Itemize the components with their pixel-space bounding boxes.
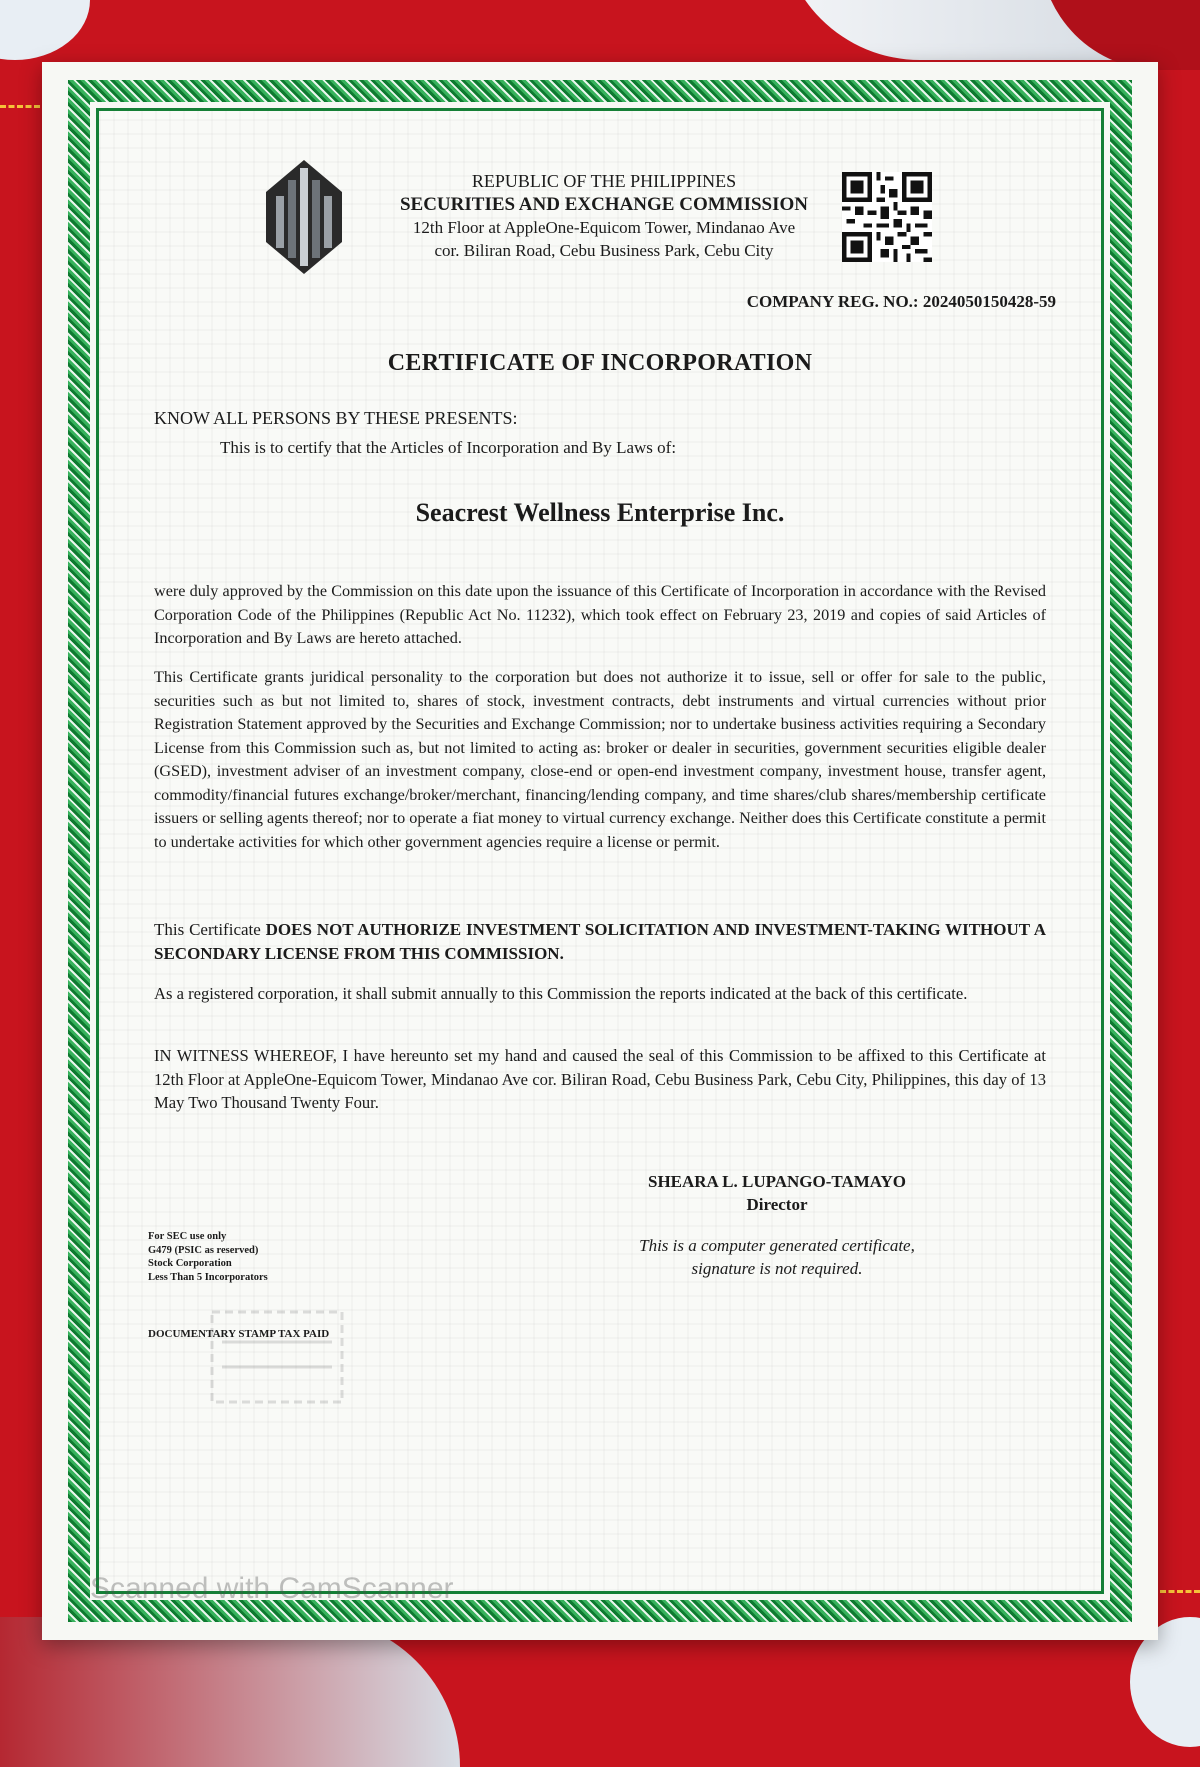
know-all-persons-line: KNOW ALL PERSONS BY THESE PRESENTS: — [154, 408, 518, 428]
certificate-sheet — [42, 62, 1158, 1640]
certify-line: This is to certify that the Articles of Incorporation and By Laws of: — [220, 438, 677, 457]
qr-code-icon — [842, 172, 932, 262]
witness-paragraph: IN WITNESS WHEREOF, I have hereunto set my hand and caused the seal of this Commission to be affixed to this Certificate at 12th Floor at AppleOne-Equicom Tower, Mindanao Ave cor. Biliran Road, Cebu Business Park, Cebu City, Philippines, this day of 13 May Two Thousand Twenty Four. — [154, 1046, 1046, 1112]
sec-use-only-block — [148, 1230, 268, 1284]
signatory-position: Director — [746, 1195, 808, 1214]
address-line-2: cor. Biliran Road, Cebu Business Park, Cebu City — [434, 241, 774, 260]
sec-logo-icon — [264, 158, 344, 276]
signatory-name: SHEARA L. LUPANGO-TAMAYO — [647, 1172, 906, 1191]
annual-reports-paragraph: As a registered corporation, it shall submit annually to this Commission the reports indicated at the back of this certificate. — [154, 984, 968, 1003]
warning-prefix: This Certificate — [154, 920, 266, 939]
company-name: Seacrest Wellness Enterprise Inc. — [415, 498, 785, 527]
certificate-content — [42, 62, 1158, 1640]
issuer-header — [344, 170, 864, 262]
investment-warning-paragraph — [154, 918, 1046, 966]
decorative-dash — [1160, 1590, 1200, 1593]
sec-use-line-1: For SEC use only — [148, 1231, 227, 1242]
note-line-1: This is a computer generated certificate, — [639, 1236, 915, 1255]
faded-stamp-icon — [202, 1302, 352, 1412]
note-line-2: signature is not required. — [691, 1259, 863, 1278]
signatory-block — [602, 1170, 952, 1216]
company-registration-number: COMPANY REG. NO.: 2024050150428-59 — [746, 292, 1056, 311]
republic-heading: REPUBLIC OF THE PHILIPPINES — [471, 171, 737, 191]
decorative-dash — [0, 105, 40, 108]
address-line-1: 12th Floor at AppleOne-Equicom Tower, Mindanao Ave — [412, 218, 796, 237]
warning-bold-text: DOES NOT AUTHORIZE INVESTMENT SOLICITATION AND INVESTMENT-TAKING WITHOUT A SECONDARY LICENSE FROM THIS COMMISSION. — [154, 920, 1046, 963]
documentary-stamp-tax-label: DOCUMENTARY STAMP TAX PAID — [148, 1328, 330, 1340]
sec-use-line-3: Stock Corporation — [148, 1258, 232, 1269]
approval-paragraph: were duly approved by the Commission on this date upon the issuance of this Certificate of Incorporation in accordance with the Revised Corporation Code of the Philippines (Republic Act No. 11232), which took effect on February 23, 2019 and copies of said Articles of Incorporation and By Laws are hereto attached. — [154, 582, 1046, 647]
sec-use-line-2: G479 (PSIC as reserved) — [148, 1244, 259, 1256]
computer-generated-note — [582, 1234, 972, 1280]
certificate-title: CERTIFICATE OF INCORPORATION — [387, 350, 813, 376]
sec-use-line-4: Less Than 5 Incorporators — [148, 1271, 268, 1283]
background-shape-top-left — [0, 0, 90, 60]
juridical-personality-paragraph: This Certificate grants juridical personality to the corporation but does not authorize it to issue, sell or offer for sale to the public, securities such as but not limited to, shares of stock, investment contracts, debt instruments and virtual currencies without prior Registration Statement approved by the Securities and Exchange Commission; nor to undertake business activities requiring a Secondary License from this Commission such as, but not limited to acting as: broker or dealer in securities, government securities eligible dealer (GSED), investment adviser of an investment company, close-end or open-end investment company, investment house, transfer agent, commodity/financial futures exchange/broker/merchant, financing/lending company, and time shares/club shares/membership certificate issuers or selling agents thereof; nor to operate a fiat money to virtual currency exchange. Neither does this Certificate constitute a permit to undertake activities for which other government agencies require a license or permit. — [154, 668, 1046, 851]
commission-heading: SECURITIES AND EXCHANGE COMMISSION — [399, 194, 809, 215]
scanner-watermark: Scanned with CamScanner — [90, 1572, 454, 1605]
